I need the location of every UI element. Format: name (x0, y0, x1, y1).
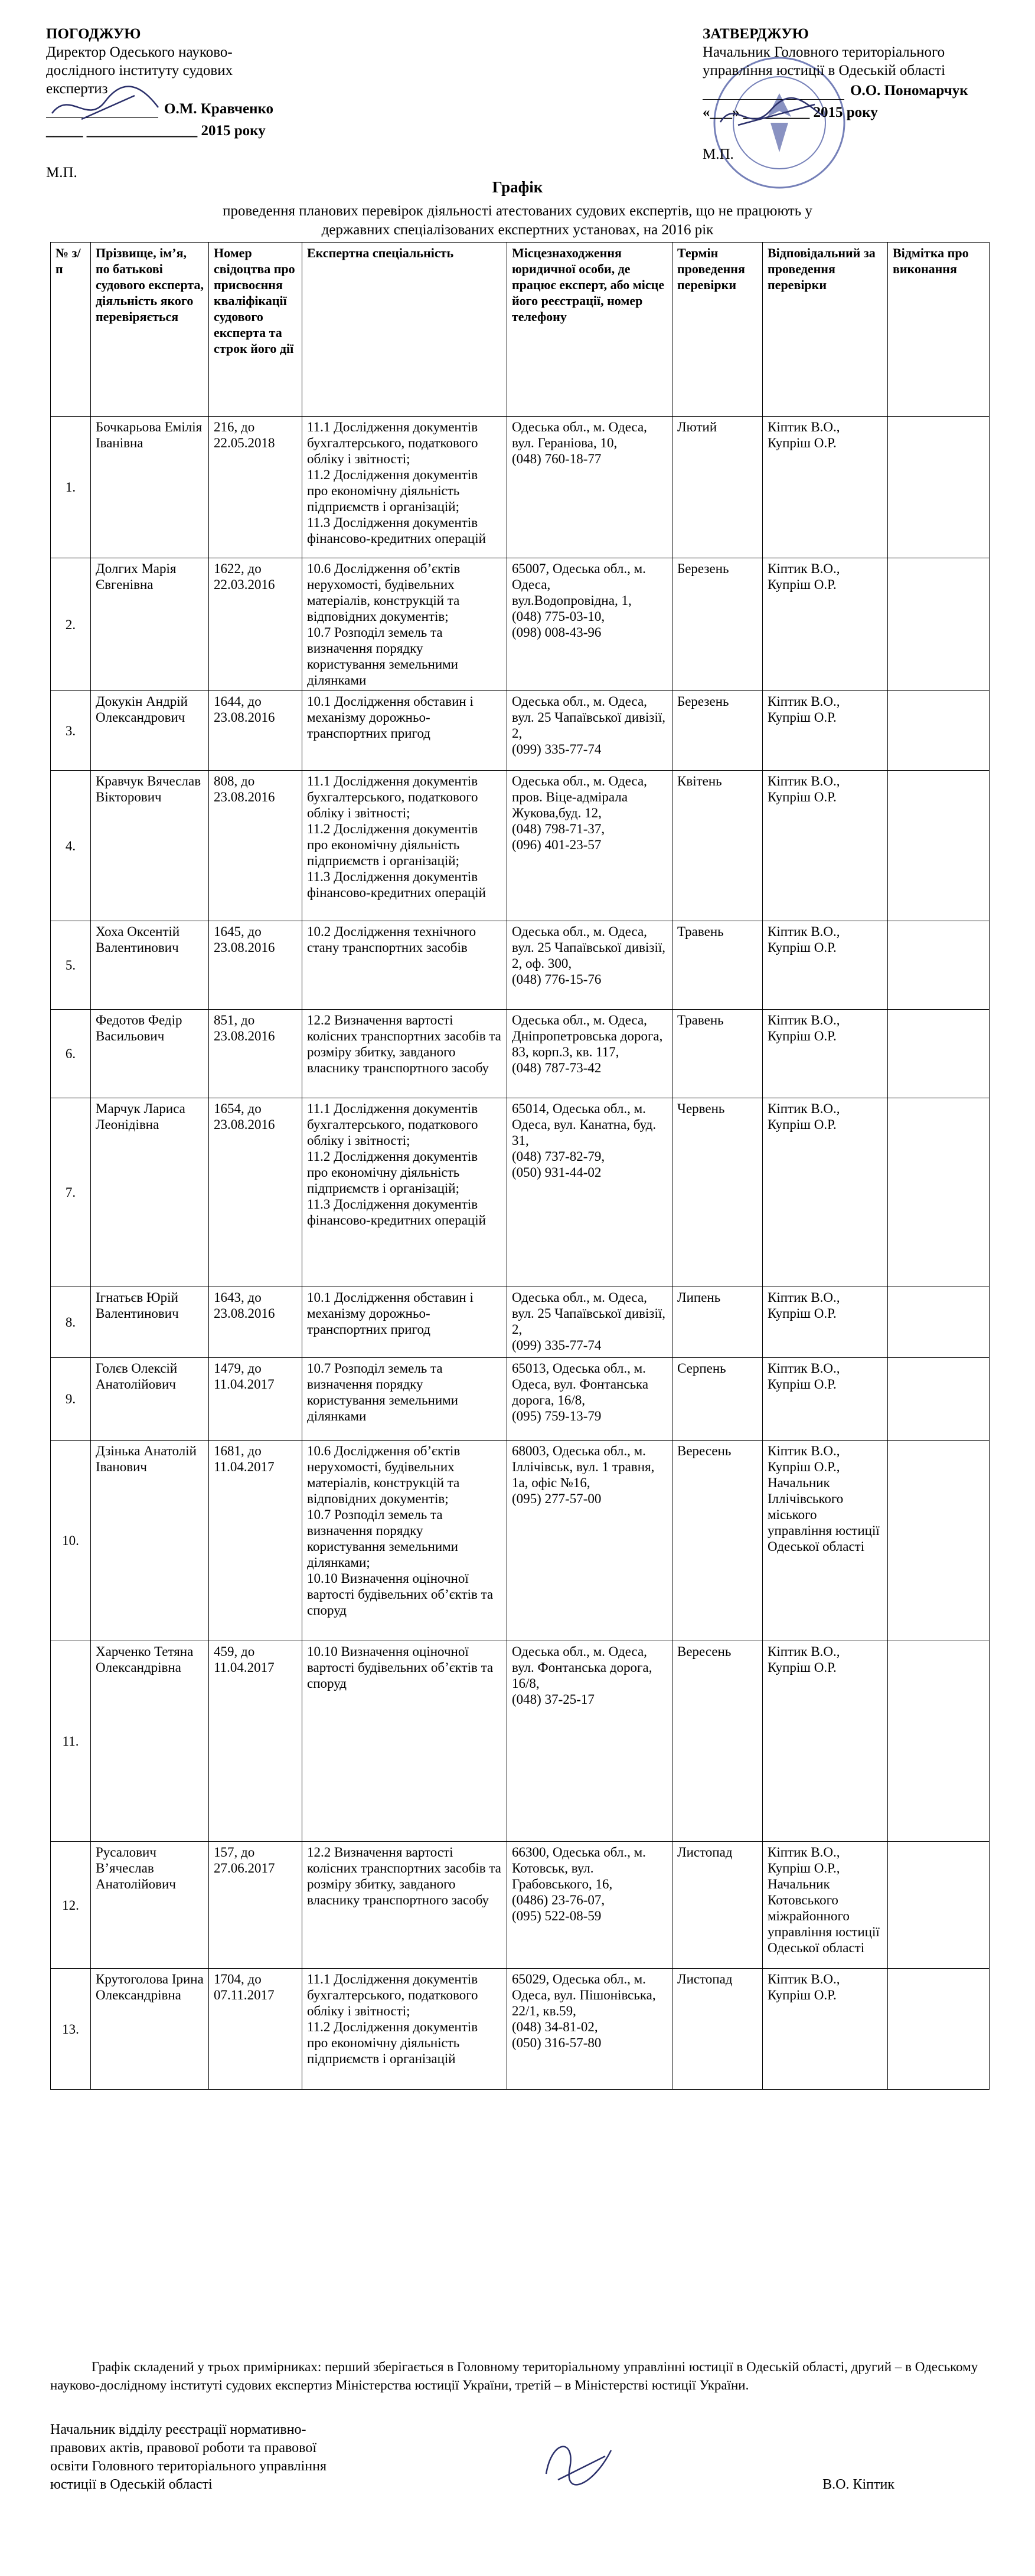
row-responsible: Кіптик В.О., Купріш О.Р. (763, 1641, 888, 1842)
approval-right-title: ЗАТВЕРДЖУЮ (703, 26, 809, 42)
row-certificate: 1645, до 23.08.2016 (209, 921, 302, 1010)
table-row (51, 921, 990, 1010)
table-row (51, 1641, 990, 1842)
row-num: 1. (51, 417, 91, 558)
row-location: Одеська обл., м. Одеса, вул. 25 Чапаївської дивізії, 2, (099) 335-77-74 (507, 691, 672, 771)
row-expert-name: Кравчук Вячеслав Вікторович (91, 771, 209, 921)
row-term: Травень (672, 921, 763, 1010)
row-specialty: 10.10 Визначення оціночної вартості будівельних об’єктів та споруд (302, 1641, 507, 1842)
row-num: 3. (51, 691, 91, 771)
row-certificate: 1681, до 11.04.2017 (209, 1441, 302, 1641)
row-certificate: 1643, до 23.08.2016 (209, 1287, 302, 1358)
row-specialty: 10.1 Дослідження обставин і механізму дорожньо-транспортних пригод (302, 691, 507, 771)
signature-left-image (46, 78, 164, 131)
row-term: Серпень (672, 1358, 763, 1441)
col-header-responsible: Відповідальний за проведення перевірки (763, 243, 888, 417)
row-certificate: 1654, до 23.08.2016 (209, 1098, 302, 1287)
col-header-num: № з/п (51, 243, 91, 417)
row-expert-name: Голєв Олексій Анатолійович (91, 1358, 209, 1441)
row-num: 2. (51, 558, 91, 691)
signature-footer-image (534, 2433, 623, 2492)
row-location: Одеська обл., м. Одеса, вул. 25 Чапаївської дивізії, 2, (099) 335-77-74 (507, 1287, 672, 1358)
row-expert-name: Харченко Тетяна Олександрівна (91, 1641, 209, 1842)
row-location: Одеська обл., м. Одеса, вул. Фонтанська дорога, 16/8, (048) 37-25-17 (507, 1641, 672, 1842)
row-responsible: Кіптик В.О., Купріш О.Р. (763, 771, 888, 921)
row-specialty: 11.1 Дослідження документів бухгалтерського, податкового обліку і звітності; 11.2 Дослідження документів про економічну діяльність підприємств і організацій; 11.3 Дослідження документів фінансово-кредитних операцій (302, 771, 507, 921)
row-mark (888, 558, 990, 691)
row-expert-name: Крутоголова Ірина Олександрівна (91, 1969, 209, 2090)
row-certificate: 459, до 11.04.2017 (209, 1641, 302, 1842)
footer-block (50, 2421, 989, 2494)
row-certificate: 1479, до 11.04.2017 (209, 1358, 302, 1441)
approval-right-name: О.О. Пономарчук (850, 83, 968, 99)
row-responsible: Кіптик В.О., Купріш О.Р. (763, 558, 888, 691)
row-location: 65029, Одеська обл., м. Одеса, вул. Пішонівська, 22/1, кв.59, (048) 34-81-02, (050) 316-57-80 (507, 1969, 672, 2090)
row-expert-name: Ігнатьєв Юрій Валентинович (91, 1287, 209, 1358)
row-responsible: Кіптик В.О., Купріш О.Р. (763, 417, 888, 558)
row-specialty: 11.1 Дослідження документів бухгалтерського, податкового обліку і звітності; 11.2 Дослідження документів про економічну діяльність підприємств і організацій; 11.3 Дослідження документів фінансово-кредитних операцій (302, 417, 507, 558)
row-certificate: 1704, до 07.11.2017 (209, 1969, 302, 2090)
row-num: 7. (51, 1098, 91, 1287)
row-mark (888, 417, 990, 558)
row-specialty: 10.6 Дослідження об’єктів нерухомості, будівельних матеріалів, конструкцій та відповідних документів; 10.7 Розподіл земель та визначення порядку користування земельними ділянками; 10.10 Визначення оціночної вартості будівельних об’єктів та споруд (302, 1441, 507, 1641)
row-mark (888, 771, 990, 921)
approval-left-block (46, 25, 377, 182)
row-specialty: 12.2 Визначення вартості колісних транспортних засобів та розміру збитку, завданого власнику транспортного засобу (302, 1010, 507, 1098)
approval-right-position: Начальник Головного територіального управління юстиції в Одеській області (703, 44, 946, 78)
document-title: Графік (492, 178, 543, 196)
row-location: Одеська обл., м. Одеса, вул. 25 Чапаївської дивізії, 2, оф. 300, (048) 776-15-76 (507, 921, 672, 1010)
row-term: Липень (672, 1287, 763, 1358)
col-header-spec: Експертна спеціальність (302, 243, 507, 417)
row-mark (888, 1098, 990, 1287)
row-specialty: 10.7 Розподіл земель та визначення порядку користування земельними ділянками (302, 1358, 507, 1441)
row-certificate: 216, до 22.05.2018 (209, 417, 302, 558)
row-term: Вересень (672, 1641, 763, 1842)
row-certificate: 1644, до 23.08.2016 (209, 691, 302, 771)
row-responsible: Кіптик В.О., Купріш О.Р. (763, 691, 888, 771)
table-row (51, 417, 990, 558)
col-header-cert: Номер свідоцтва про присвоєння кваліфікації судового експерта та строк його дії (209, 243, 302, 417)
row-mark (888, 1969, 990, 2090)
row-location: Одеська обл., м. Одеса, пров. Віце-адмірала Жукова,буд. 12, (048) 798-71-37, (096) 401-23-57 (507, 771, 672, 921)
row-specialty: 12.2 Визначення вартості колісних транспортних засобів та розміру збитку, завданого власнику транспортного засобу (302, 1842, 507, 1969)
approval-right-block (703, 25, 1010, 163)
row-responsible: Кіптик В.О., Купріш О.Р., Начальник Котовського міжрайонного управління юстиції Одеської області (763, 1842, 888, 1969)
row-expert-name: Русалович В’ячеслав Анатолійович (91, 1842, 209, 1969)
row-mark (888, 921, 990, 1010)
row-certificate: 1622, до 22.03.2016 (209, 558, 302, 691)
row-location: Одеська обл., м. Одеса, Дніпропетровська дорога, 83, корп.3, кв. 117, (048) 787-73-42 (507, 1010, 672, 1098)
row-specialty: 11.1 Дослідження документів бухгалтерського, податкового обліку і звітності; 11.2 Дослідження документів про економічну діяльність підприємств і організацій (302, 1969, 507, 2090)
schedule-table (50, 242, 990, 2090)
row-responsible: Кіптик В.О., Купріш О.Р. (763, 1287, 888, 1358)
row-mark (888, 1010, 990, 1098)
row-term: Лютий (672, 417, 763, 558)
row-term: Вересень (672, 1441, 763, 1641)
col-header-location: Місцезнаходження юридичної особи, де працює експерт, або місце його реєстрації, номер телефону (507, 243, 672, 417)
row-num: 5. (51, 921, 91, 1010)
row-expert-name: Докукін Андрій Олександрович (91, 691, 209, 771)
row-location: 66300, Одеська обл., м. Котовськ, вул. Грабовського, 16, (0486) 23-76-07, (095) 522-08-59 (507, 1842, 672, 1969)
row-expert-name: Хоха Оксентій Валентинович (91, 921, 209, 1010)
row-term: Квітень (672, 771, 763, 921)
row-num: 8. (51, 1287, 91, 1358)
row-specialty: 10.2 Дослідження технічного стану транспортних засобів (302, 921, 507, 1010)
row-expert-name: Марчук Лариса Леонідівна (91, 1098, 209, 1287)
row-specialty: 10.1 Дослідження обставин і механізму дорожньо-транспортних пригод (302, 1287, 507, 1358)
table-row (51, 1098, 990, 1287)
row-mark (888, 1441, 990, 1641)
row-certificate: 851, до 23.08.2016 (209, 1010, 302, 1098)
row-term: Червень (672, 1098, 763, 1287)
approval-left-title: ПОГОДЖУЮ (46, 26, 141, 42)
row-responsible: Кіптик В.О., Купріш О.Р. (763, 1010, 888, 1098)
footer-name: В.О. Кіптик (822, 2477, 894, 2492)
row-num: 10. (51, 1441, 91, 1641)
approval-left-position: Директор Одеського науково-дослідного інституту судових експертиз (46, 44, 233, 97)
row-responsible: Кіптик В.О., Купріш О.Р. (763, 1358, 888, 1441)
row-expert-name: Дзінька Анатолій Іванович (91, 1441, 209, 1641)
table-row (51, 771, 990, 921)
row-mark (888, 1641, 990, 1842)
col-header-name: Прізвище, ім’я, по батькові судового експерта, діяльність якого перевіряється (91, 243, 209, 417)
row-mark (888, 1287, 990, 1358)
document-subtitle: проведення планових перевірок діяльності атестованих судових експертів, що не працюють у державних спеціалізованих експертних установах, на 2016 рік (223, 203, 812, 238)
footer-position: Начальник відділу реєстрації нормативно-правових актів, правової роботи та правової освіти Головного територіального управління юстиції в Одеській області (50, 2422, 327, 2492)
table-row (51, 1842, 990, 1969)
table-header-row (51, 243, 990, 417)
row-specialty: 10.6 Дослідження об’єктів нерухомості, будівельних матеріалів, конструкцій та відповідних документів; 10.7 Розподіл земель та визначення порядку користування земельними ділянками (302, 558, 507, 691)
approval-left-name: О.М. Кравченко (164, 101, 274, 117)
row-term: Березень (672, 691, 763, 771)
table-row (51, 1010, 990, 1098)
row-responsible: Кіптик В.О., Купріш О.Р. (763, 1969, 888, 2090)
row-expert-name: Долгих Марія Євгенівна (91, 558, 209, 691)
row-responsible: Кіптик В.О., Купріш О.Р. (763, 1098, 888, 1287)
row-num: 6. (51, 1010, 91, 1098)
table-row (51, 1441, 990, 1641)
row-term: Листопад (672, 1969, 763, 2090)
row-num: 12. (51, 1842, 91, 1969)
footnote: Графік складений у трьох примірниках: перший зберігається в Головному територіальному управлінні юстиції в Одеській області, другий – в Одеському науково-дослідному інституті судових експертиз Міністерства юстиції України, третій – в Міністерстві юстиції України. (50, 2359, 978, 2392)
row-responsible: Кіптик В.О., Купріш О.Р., Начальник Іллічівського міського управління юстиції Одеської області (763, 1441, 888, 1641)
table-row (51, 1358, 990, 1441)
row-mark (888, 1842, 990, 1969)
row-location: 68003, Одеська обл., м. Іллічівськ, вул. 1 травня, 1а, офіс №16, (095) 277-57-00 (507, 1441, 672, 1641)
table-row (51, 691, 990, 771)
table-row (51, 558, 990, 691)
signature-right-image (714, 90, 832, 137)
table-row (51, 1287, 990, 1358)
approval-right-date: «___» _________ 2015 року (703, 104, 878, 120)
row-term: Листопад (672, 1842, 763, 1969)
approval-right-mp: М.П. (703, 146, 734, 162)
row-expert-name: Бочкарьова Емілія Іванівна (91, 417, 209, 558)
row-num: 9. (51, 1358, 91, 1441)
row-expert-name: Федотов Федір Васильович (91, 1010, 209, 1098)
row-term: Березень (672, 558, 763, 691)
row-location: Одеська обл., м. Одеса, вул. Гераніова, 10, (048) 760-18-77 (507, 417, 672, 558)
row-location: 65007, Одеська обл., м. Одеса, вул.Водопровідна, 1, (048) 775-03-10, (098) 008-43-96 (507, 558, 672, 691)
row-location: 65014, Одеська обл., м. Одеса, вул. Канатна, буд. 31, (048) 737-82-79, (050) 931-44-02 (507, 1098, 672, 1287)
row-certificate: 157, до 27.06.2017 (209, 1842, 302, 1969)
col-header-mark: Відмітка про виконання (888, 243, 990, 417)
row-num: 13. (51, 1969, 91, 2090)
approval-left-mp: М.П. (46, 165, 77, 181)
row-mark (888, 1358, 990, 1441)
row-num: 4. (51, 771, 91, 921)
row-mark (888, 691, 990, 771)
row-responsible: Кіптик В.О., Купріш О.Р. (763, 921, 888, 1010)
row-num: 11. (51, 1641, 91, 1842)
approval-left-date: _____ _______________ 2015 року (46, 123, 266, 139)
row-specialty: 11.1 Дослідження документів бухгалтерського, податкового обліку і звітності; 11.2 Дослідження документів про економічну діяльність підприємств і організацій; 11.3 Дослідження документів фінансово-кредитних операцій (302, 1098, 507, 1287)
table-row (51, 1969, 990, 2090)
col-header-term: Термін проведення перевірки (672, 243, 763, 417)
row-certificate: 808, до 23.08.2016 (209, 771, 302, 921)
row-term: Травень (672, 1010, 763, 1098)
row-location: 65013, Одеська обл., м. Одеса, вул. Фонтанська дорога, 16/8, (095) 759-13-79 (507, 1358, 672, 1441)
